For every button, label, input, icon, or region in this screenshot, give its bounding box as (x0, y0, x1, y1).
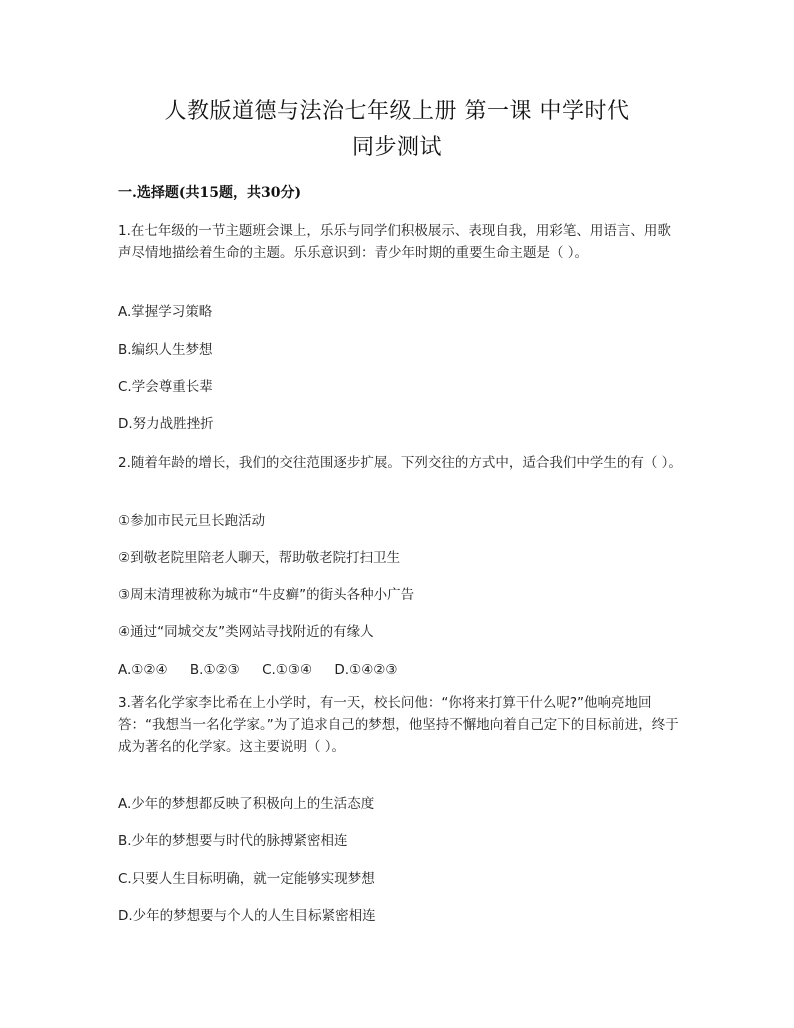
section-heading: 一.选择题(共15题，共30分) (118, 185, 302, 201)
question-1-option-b: B.编织人生梦想 (118, 342, 213, 358)
question-2-option-b: B.①②③ (189, 662, 240, 678)
question-3-option-a: A.少年的梦想都反映了积极向上的生活态度 (118, 796, 375, 812)
question-2-item-3: ③周末清理被称为城市“牛皮癣”的街头各种小广告 (118, 587, 415, 603)
question-2-stem: 2.随着年龄的增长，我们的交往范围逐步扩展。下列交往的方式中，适合我们中学生的有（ ）。 (118, 455, 682, 471)
question-2-option-c: C.①③④ (262, 662, 313, 678)
question-1-option-d: D.努力战胜挫折 (118, 416, 214, 432)
question-2-item-2: ②到敬老院里陪老人聊天，帮助敬老院打扫卫生 (118, 550, 401, 566)
document-subtitle: 同步测试 (351, 135, 442, 160)
document-title: 人教版道德与法治七年级上册 第一课 中学时代 (164, 99, 630, 124)
question-3-option-d: D.少年的梦想要与个人的人生目标紧密相连 (118, 908, 376, 924)
question-2-option-a: A.①②④ (118, 662, 168, 678)
question-2-item-4: ④通过“同城交友”类网站寻找附近的有缘人 (118, 624, 374, 640)
question-1-stem: 1.在七年级的一节主题班会课上，乐乐与同学们积极展示、表现自我，用彩笔、用语言、用歌声尽情地描绘着生命的主题。乐乐意识到：青少年时期的重要生命主题是（ ）。 (118, 223, 671, 261)
question-3-option-c: C.只要人生目标明确，就一定能够实现梦想 (118, 871, 375, 887)
question-2-option-d: D.①④②③ (334, 662, 398, 678)
question-2-item-1: ①参加市民元旦长跑活动 (118, 513, 266, 529)
question-1-option-a: A.掌握学习策略 (118, 304, 213, 320)
question-3-stem: 3.著名化学家李比希在上小学时，有一天，校长问他：“你将来打算干什么呢?”他响亮地回答：“我想当一名化学家。”为了追求自己的梦想，他坚持不懈地向着自己定下的目标前进，终于成为著名的化学家。这主要说明（ ）。 (118, 695, 679, 755)
question-2-options (118, 660, 684, 680)
question-1-option-c: C.学会尊重长辈 (118, 379, 213, 395)
question-3-option-b: B.少年的梦想要与时代的脉搏紧密相连 (118, 833, 348, 849)
